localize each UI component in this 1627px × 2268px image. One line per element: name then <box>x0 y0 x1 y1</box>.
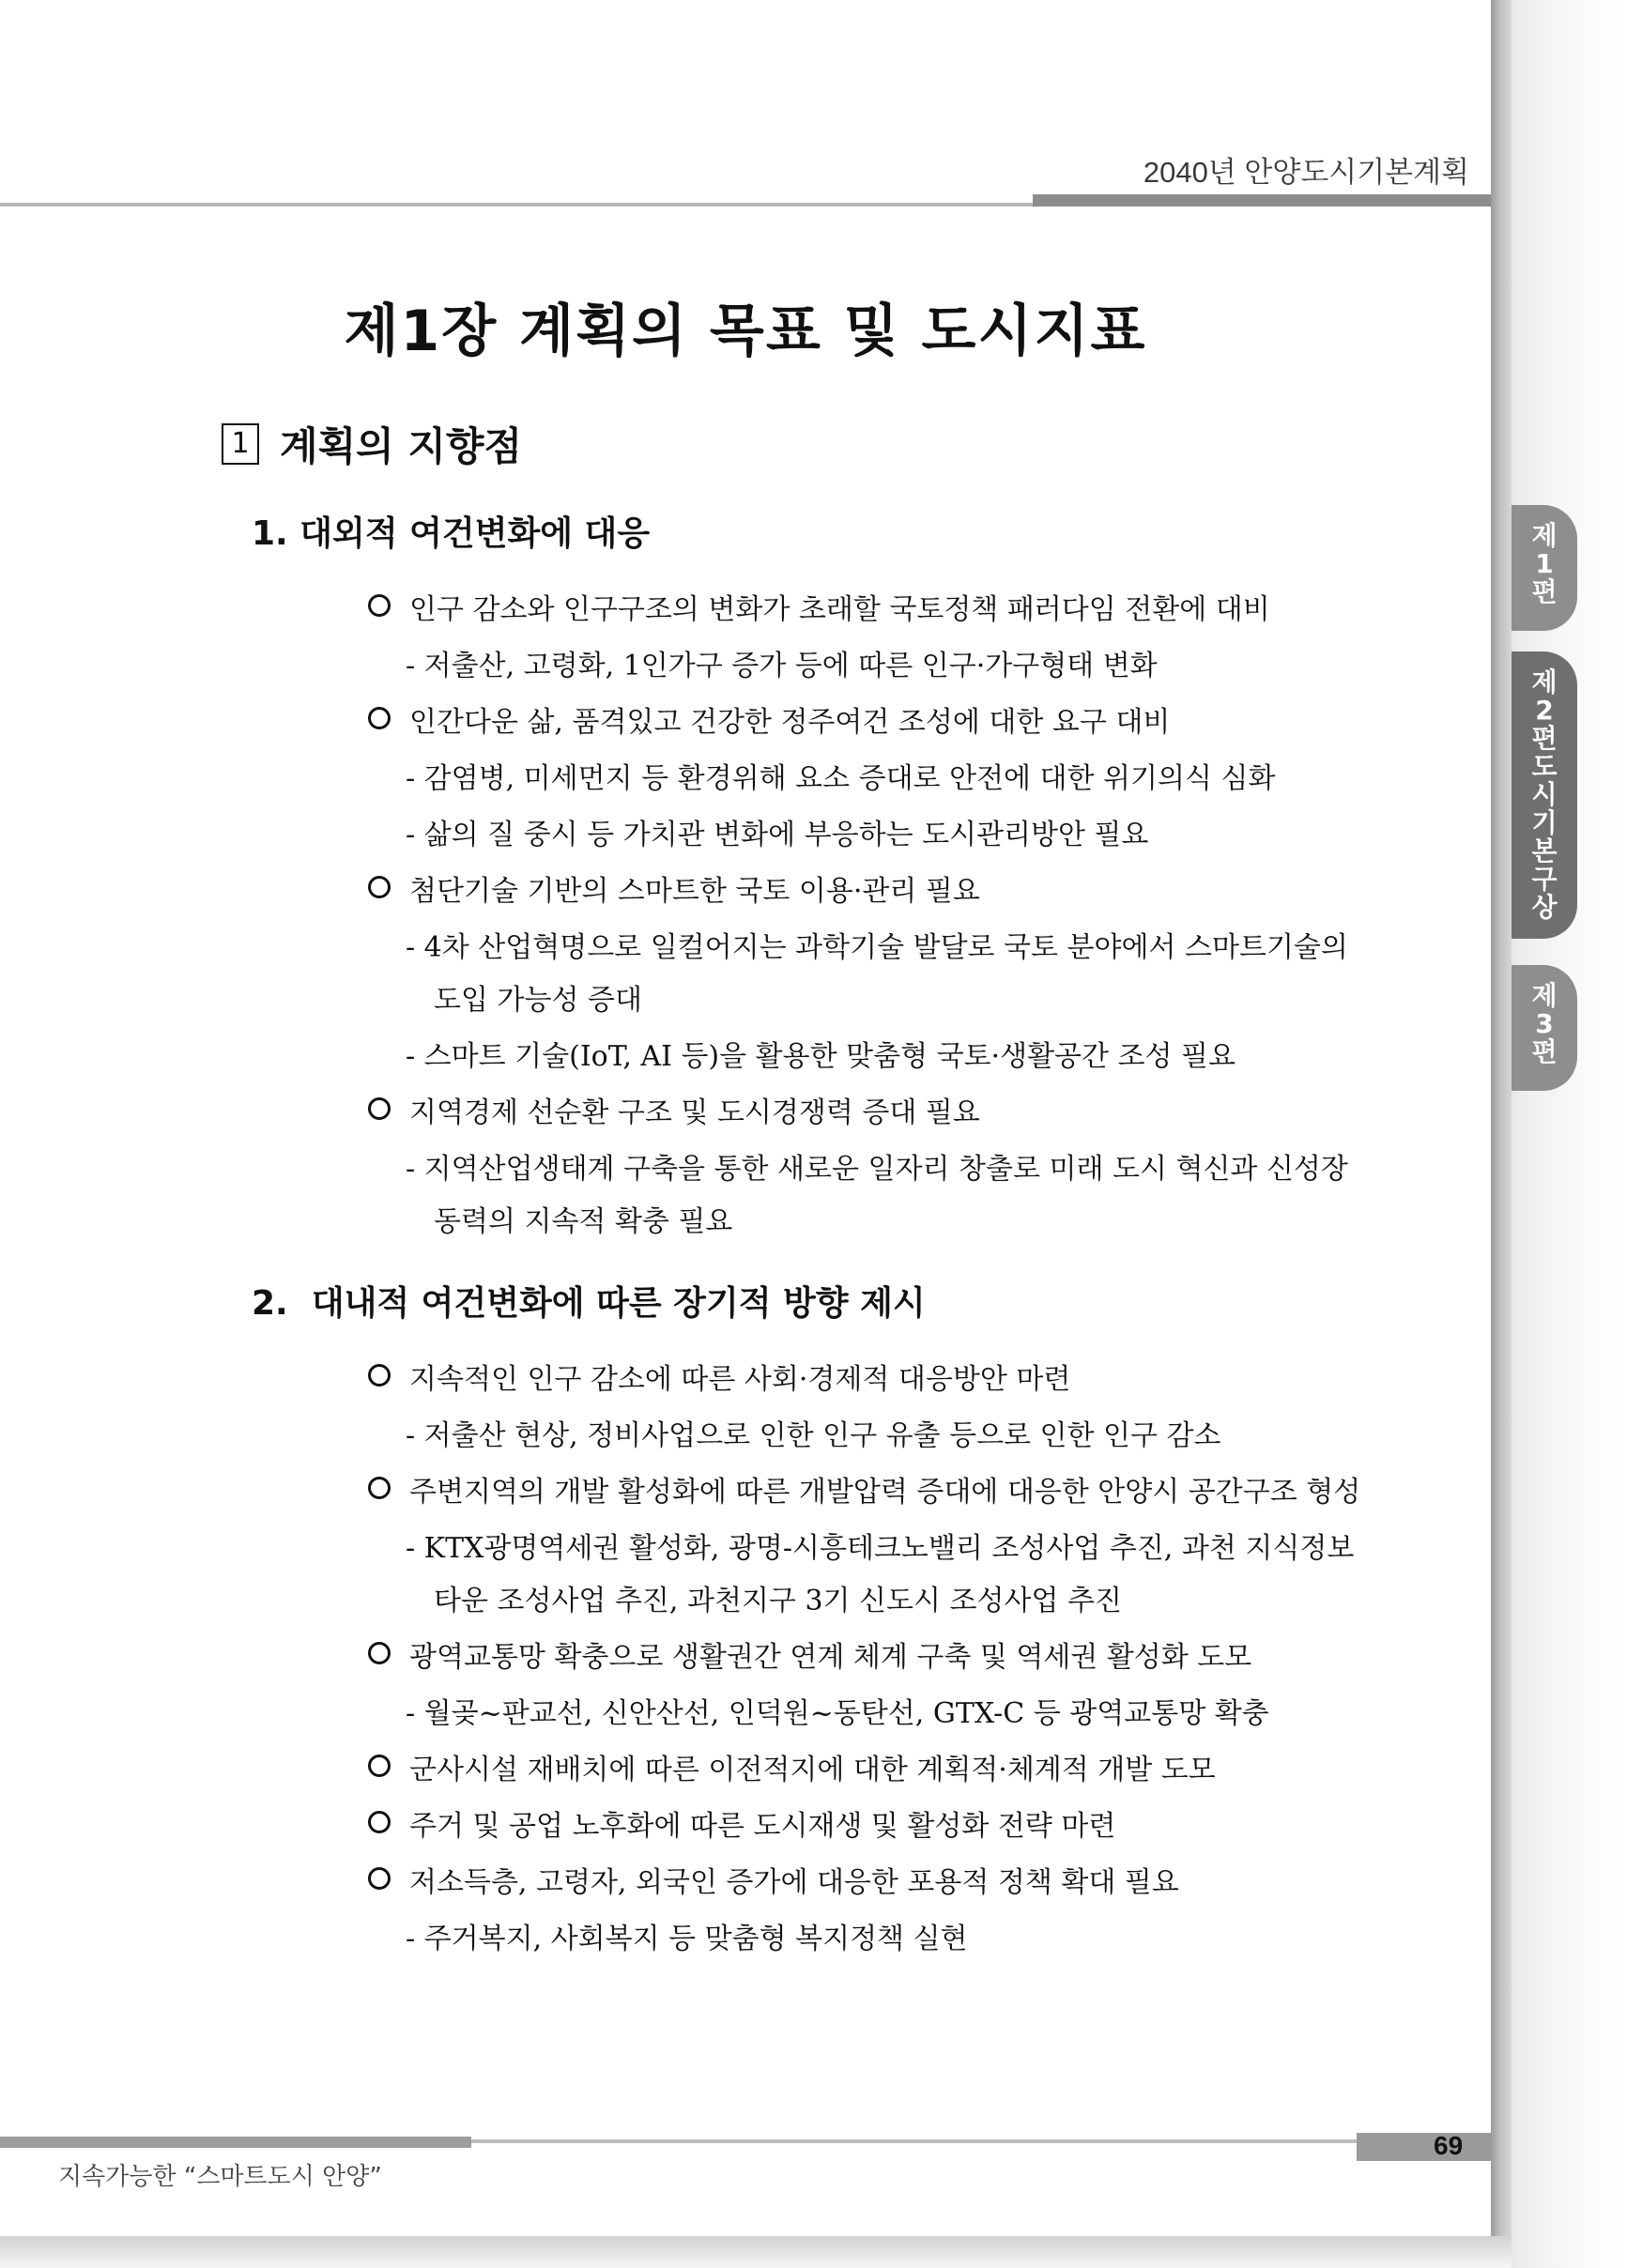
page-binding-edge <box>1491 0 1512 2268</box>
bullet-item: 군사시설 재배치에 따른 이전적지에 대한 계획적·체계적 개발 도모 <box>368 1746 1216 1787</box>
bullet-item: 주거 및 공업 노후화에 따른 도시재생 및 활성화 전략 마련 <box>368 1802 1115 1844</box>
circle-bullet-icon <box>368 1642 391 1664</box>
bullet-item: 인간다운 삶, 품격있고 건강한 정주여건 조성에 대한 요구 대비 <box>368 698 1170 740</box>
circle-bullet-icon <box>368 707 391 729</box>
section-title: 계획의 지향점 <box>280 423 523 469</box>
section-number-box: 1 <box>222 423 259 465</box>
dash-item: - KTX광명역세권 활성화, 광명-시흥테크노밸리 조성사업 추진, 과천 지식정보 <box>406 1532 1355 1565</box>
dash-item: - 삶의 질 중시 등 가치관 변화에 부응하는 도시관리방안 필요 <box>406 819 1149 851</box>
bullet-item: 광역교통망 확충으로 생활권간 연계 체계 구축 및 역세권 활성화 도모 <box>368 1633 1251 1675</box>
dash-item: - 4차 산업혁명으로 일컬어지는 과학기술 발달로 국토 분야에서 스마트기술의 <box>406 931 1348 964</box>
circle-bullet-icon <box>368 876 391 898</box>
chapter-title: 제1장 계획의 목표 및 도시지표 <box>344 299 1147 364</box>
subsection-heading-2 <box>252 1277 926 1325</box>
subsection-number: 2. <box>252 1284 288 1323</box>
subsection-number: 1. <box>252 514 288 553</box>
circle-bullet-icon <box>368 1755 391 1777</box>
side-tab-part-3[interactable]: 제 3 편 <box>1512 965 1577 1091</box>
dash-item: - 스마트 기술(IoT, AI 등)을 활용한 맞춤형 국토·생활공간 조성 필요 <box>406 1040 1236 1073</box>
subsection-title: 대외적 여건변화에 대응 <box>299 514 651 553</box>
circle-bullet-icon <box>368 1867 391 1890</box>
footer-rule-accent <box>0 2137 471 2148</box>
circle-bullet-icon <box>368 1097 391 1120</box>
dash-item-continuation: 도입 가능성 증대 <box>434 984 642 1017</box>
bullet-item: 지속적인 인구 감소에 따른 사회·경제적 대응방안 마련 <box>368 1356 1070 1397</box>
dash-item: - 저출산, 고령화, 1인가구 증가 등에 따른 인구·가구형태 변화 <box>406 650 1158 682</box>
dash-item-continuation: 타운 조성사업 추진, 과천지구 3기 신도시 조성사업 추진 <box>434 1585 1122 1617</box>
side-tab-part-2[interactable]: 제 2 편 도 시 기 본 구 상 <box>1512 651 1577 939</box>
dash-item-continuation: 동력의 지속적 확충 필요 <box>434 1205 733 1238</box>
circle-bullet-icon <box>368 1364 391 1387</box>
dash-item: - 지역산업생태계 구축을 통한 새로운 일자리 창출로 미래 도시 혁신과 신성장 <box>406 1153 1348 1186</box>
page-bottom-shadow <box>0 2236 1512 2268</box>
header-rule-accent <box>1033 194 1491 207</box>
subsection-title: 대내적 여건변화에 따른 장기적 방향 제시 <box>311 1284 926 1323</box>
running-header-title: 2040년 안양도시기본계획 <box>1143 156 1469 189</box>
dash-item: - 감염병, 미세먼지 등 환경위해 요소 증대로 안전에 대한 위기의식 심화 <box>406 762 1276 795</box>
footer-slogan: 지속가능한 “스마트도시 안양” <box>58 2163 382 2191</box>
bullet-item: 지역경제 선순환 구조 및 도시경쟁력 증대 필요 <box>368 1089 980 1130</box>
dash-item: - 저출산 현상, 정비사업으로 인한 인구 유출 등으로 인한 인구 감소 <box>406 1419 1221 1452</box>
subsection-heading-1 <box>252 507 650 555</box>
section-heading <box>222 416 522 472</box>
bullet-item: 첨단기술 기반의 스마트한 국토 이용·관리 필요 <box>368 867 980 909</box>
circle-bullet-icon <box>368 1477 391 1499</box>
page-number-box <box>1357 2133 1491 2161</box>
bullet-item: 저소득층, 고령자, 외국인 증가에 대응한 포용적 정책 확대 필요 <box>368 1859 1179 1900</box>
bullet-item: 주변지역의 개발 활성화에 따른 개발압력 증대에 대응한 안양시 공간구조 형성 <box>368 1468 1360 1509</box>
side-tab-part-1[interactable]: 제 1 편 <box>1512 505 1577 631</box>
circle-bullet-icon <box>368 594 391 617</box>
bullet-item: 인구 감소와 인구구조의 변화가 초래할 국토정책 패러다임 전환에 대비 <box>368 586 1270 627</box>
dash-item: - 주거복지, 사회복지 등 맞춤형 복지정책 실현 <box>406 1923 968 1955</box>
dash-item: - 월곶~판교선, 신안산선, 인덕원~동탄선, GTX-C 등 광역교통망 확충 <box>406 1697 1269 1730</box>
page-number: 69 <box>1434 2131 1464 2160</box>
circle-bullet-icon <box>368 1811 391 1833</box>
